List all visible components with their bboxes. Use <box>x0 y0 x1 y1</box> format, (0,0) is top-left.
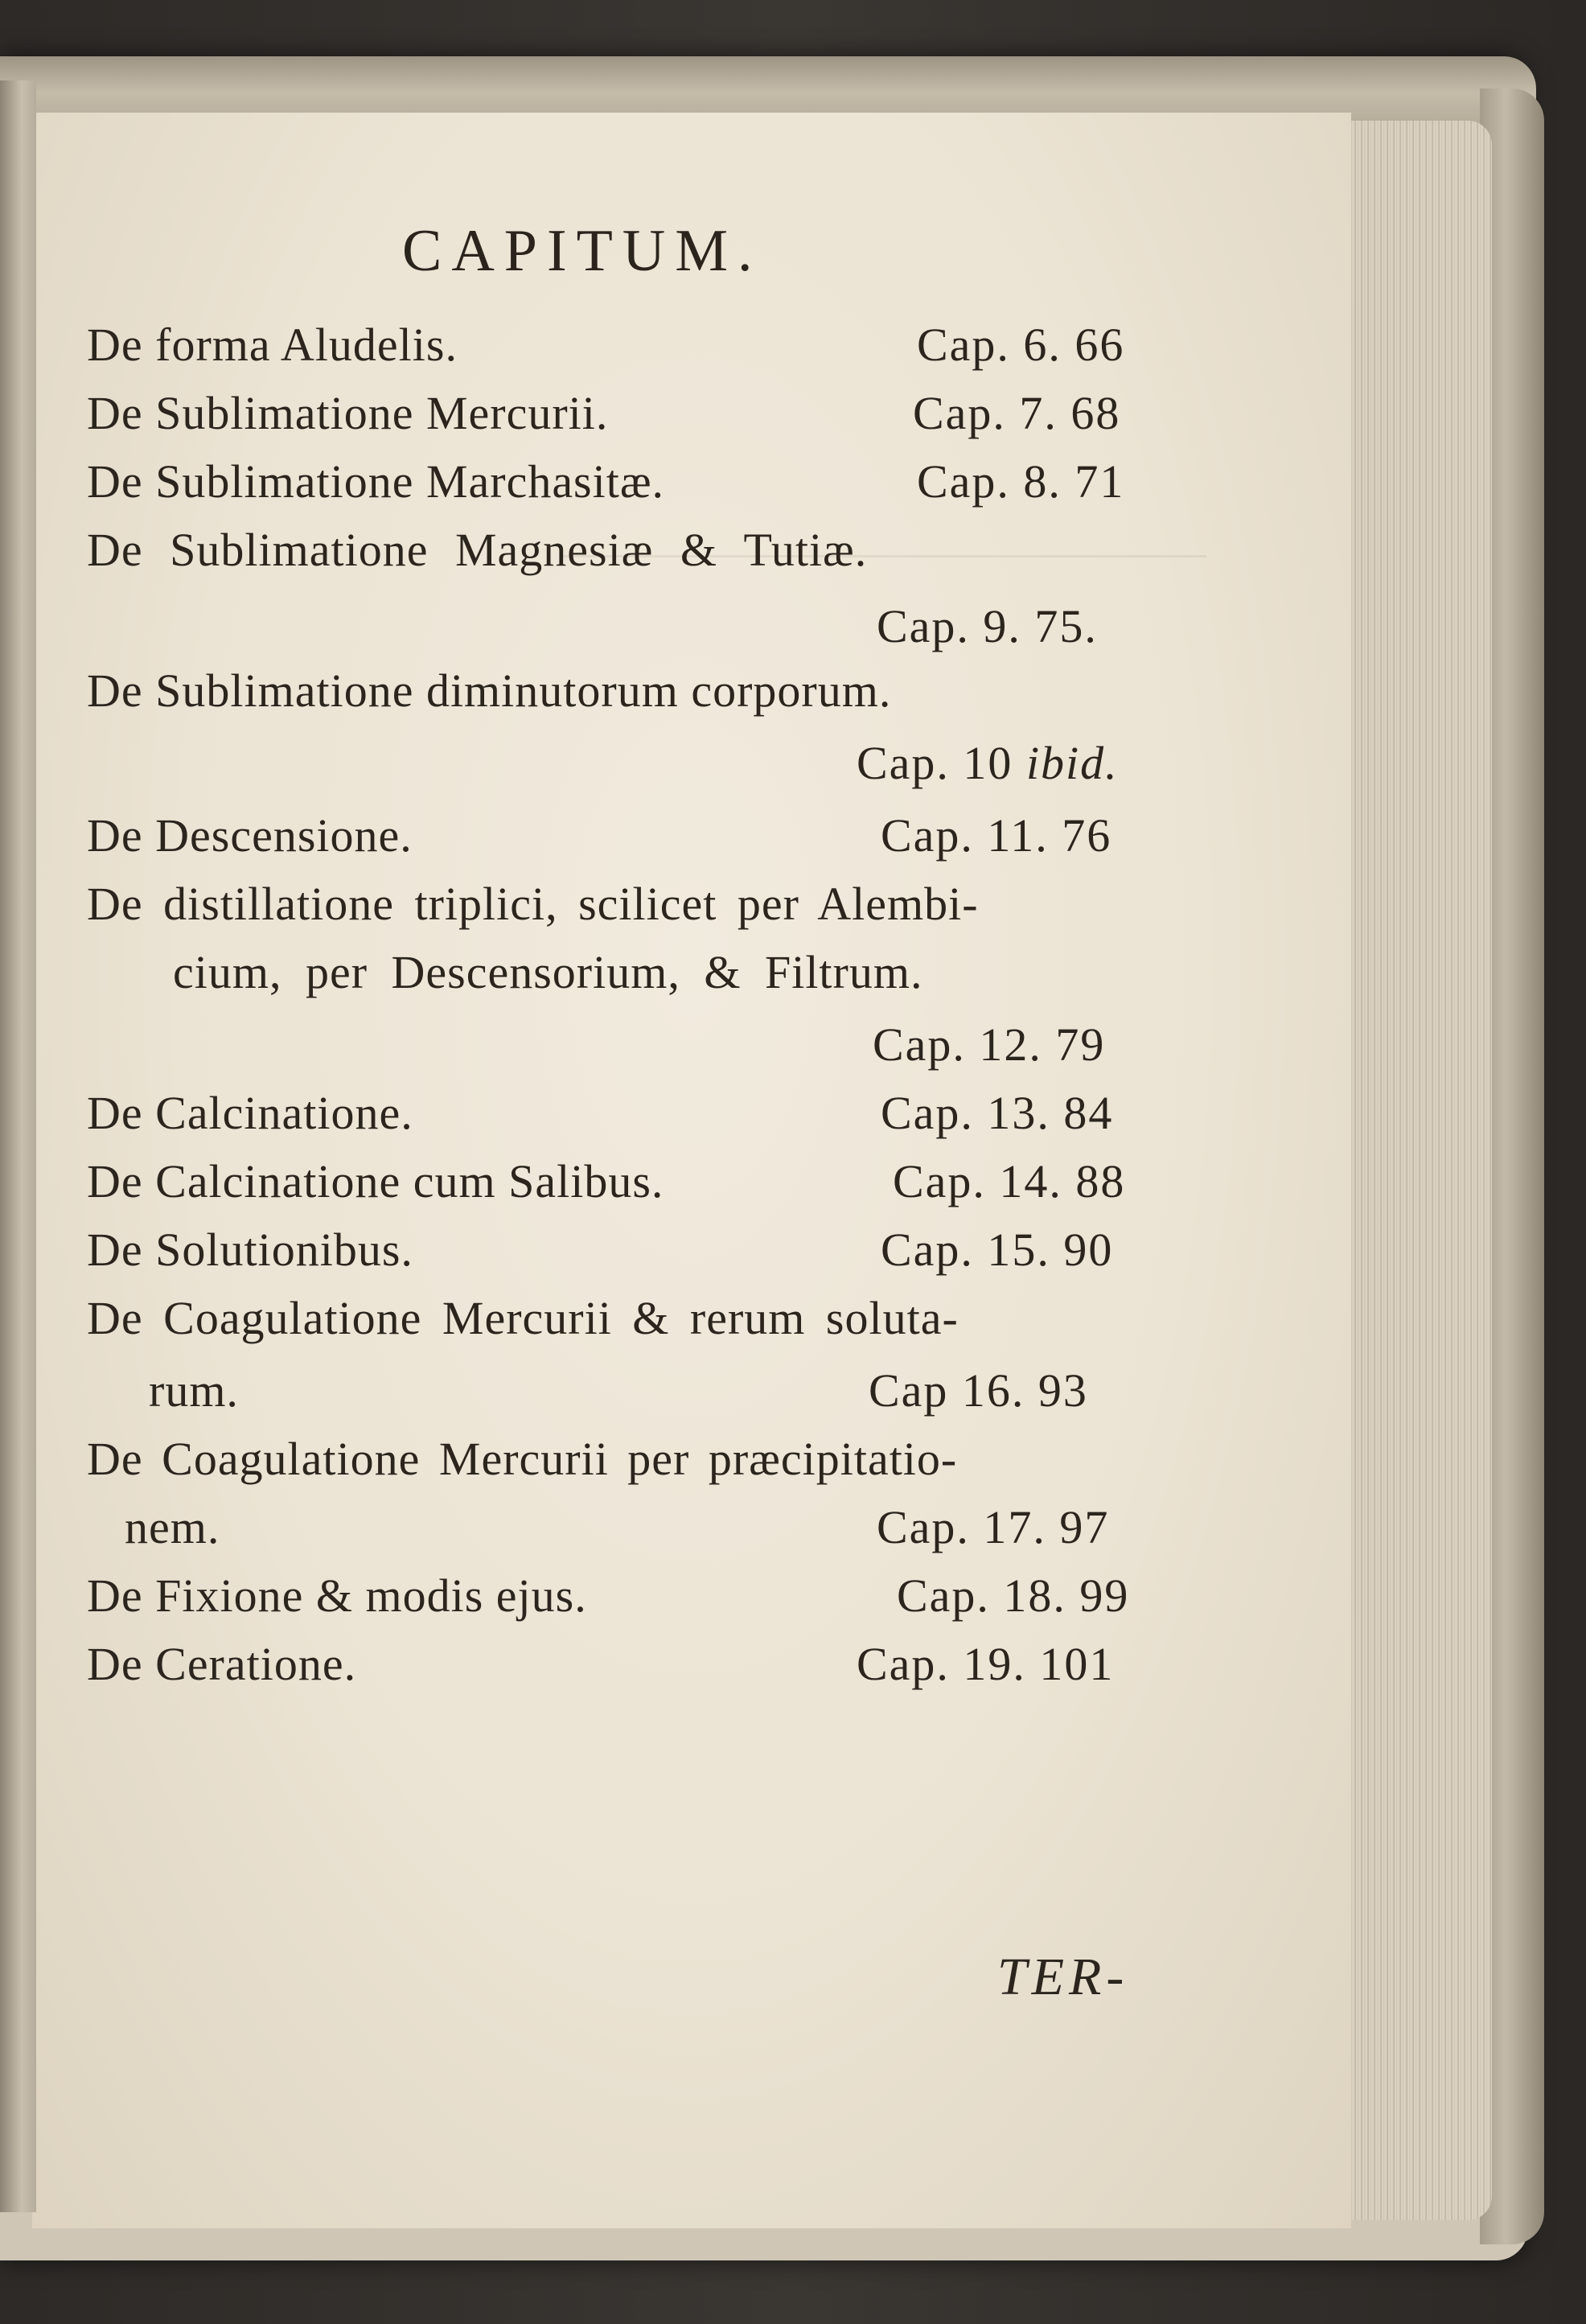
entry-ref: Cap. 7. 68 <box>913 387 1121 439</box>
entry-ref: Cap. 11. 76 <box>881 809 1112 862</box>
entry-ref: Cap. 19. 101 <box>857 1638 1115 1690</box>
entry-title: De Coagulatione Mercurii & rerum soluta- <box>87 1292 959 1344</box>
entry-ref <box>857 736 1119 790</box>
entry-title: De Sublimatione Mercurii. <box>87 387 609 439</box>
page-title: CAPITUM. <box>402 218 762 284</box>
entry-ref: Cap 16. 93 <box>869 1364 1088 1417</box>
entry-title: De Sublimatione Magnesiæ & Tutiæ. <box>87 524 868 576</box>
entry-ref: Cap. 9. 75. <box>877 600 1098 652</box>
entry-ref: Cap. 13. 84 <box>881 1087 1114 1139</box>
entry-ref: Cap. 18. 99 <box>897 1569 1130 1622</box>
entry-ref: Cap. 15. 90 <box>881 1224 1114 1276</box>
entry-title: De forma Aludelis. <box>87 319 458 371</box>
entry-ref: Cap. 14. 88 <box>893 1155 1126 1207</box>
entry-title: De Solutionibus. <box>87 1224 413 1276</box>
catchword: TER- <box>997 1948 1129 2006</box>
book-spine-left <box>0 80 36 2212</box>
entry-title-continued: nem. <box>125 1501 220 1553</box>
entry-ref: Cap. 8. 71 <box>917 455 1125 508</box>
entry-title: De Sublimatione diminutorum corporum. <box>87 664 892 717</box>
entry-ref: Cap. 6. 66 <box>917 319 1125 371</box>
entry-ref: Cap. 12. 79 <box>873 1018 1106 1071</box>
entry-title: De Ceratione. <box>87 1638 357 1690</box>
entry-title-continued: rum. <box>149 1364 239 1417</box>
entry-title: De Descensione. <box>87 809 413 862</box>
page-edges <box>1339 121 1492 2220</box>
entry-title: De Coagulatione Mercurii per præcipitatio- <box>87 1433 958 1485</box>
entry-title: De Fixione & modis ejus. <box>87 1569 587 1622</box>
entry-ref: Cap. 17. 97 <box>877 1501 1110 1553</box>
entry-ref-italic: ibid. <box>1025 737 1119 789</box>
entry-title: De distillatione triplici, scilicet per Alembi- <box>87 878 979 930</box>
entry-title: De Calcinatione cum Salibus. <box>87 1155 664 1207</box>
entry-ref-prefix: Cap. 10 <box>857 737 1013 789</box>
entry-title: De Sublimatione Marchasitæ. <box>87 455 665 508</box>
entry-title: De Calcinatione. <box>87 1087 413 1139</box>
entry-title-continued: cium, per Descensorium, & Filtrum. <box>173 946 923 998</box>
